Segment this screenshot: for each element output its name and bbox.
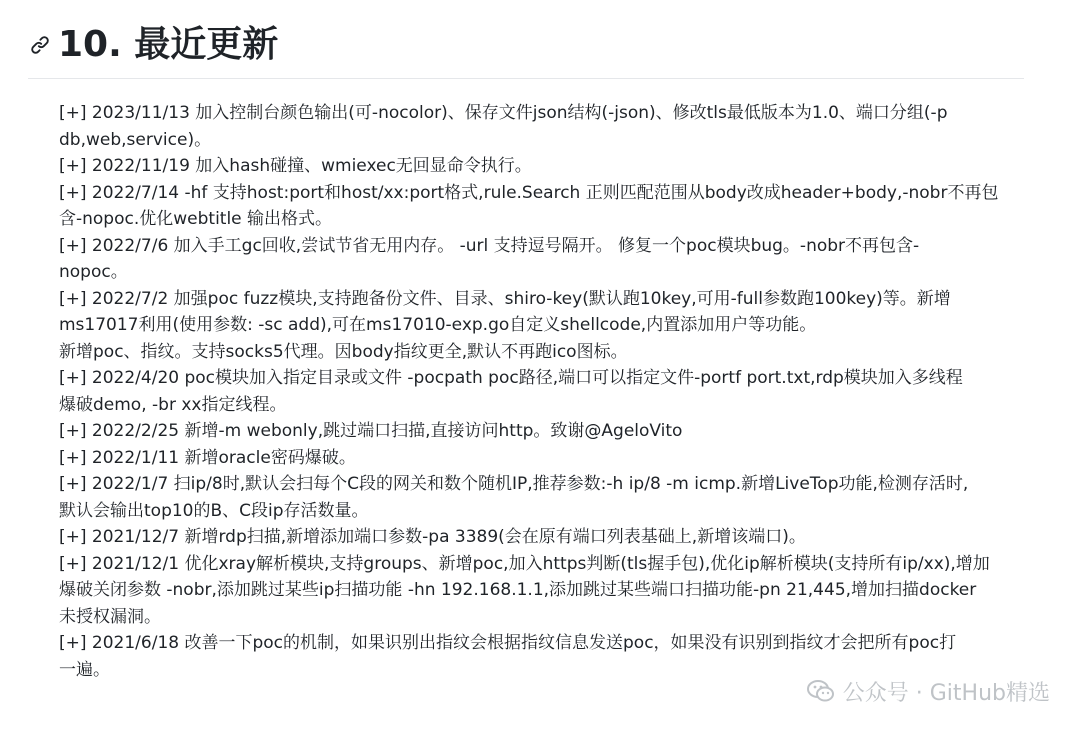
changelog-line: 新增poc、指纹。支持socks5代理。因body指纹更全,默认不再跑ico图标。	[59, 341, 628, 362]
watermark	[807, 676, 1050, 706]
changelog-line: [+] 2022/7/6 加入手工gc回收,尝试节省无用内存。 -url 支持逗号隔开。 修复一个poc模块bug。-nobr不再包含-	[59, 235, 920, 256]
changelog-line: 爆破demo, -br xx指定线程。	[59, 394, 287, 415]
changelog-line: nopoc。	[59, 262, 128, 282]
link-icon[interactable]	[30, 35, 50, 55]
changelog-line: [+] 2021/6/18 改善一下poc的机制，如果识别出指纹会根据指纹信息发送poc，如果没有识别到指纹才会把所有poc打	[59, 633, 957, 653]
changelog-line: [+] 2022/11/19 加入hash碰撞、wmiexec无回显命令执行。	[59, 156, 532, 176]
changelog-line: 含-nopoc.优化webtitle 输出格式。	[59, 209, 333, 229]
changelog-line: [+] 2023/11/13 加入控制台颜色输出(可-nocolor)、保存文件json结构(-json)、修改tls最低版本为1.0、端口分组(-p	[59, 103, 948, 123]
changelog-line: db,web,service)。	[59, 129, 212, 150]
changelog-line: [+] 2022/7/2 加强poc fuzz模块,支持跑备份文件、目录、shiro-key(默认跑10key,可用-full参数跑100key)等。新增	[59, 288, 951, 309]
changelog-line: [+] 2022/2/25 新增-m webonly,跳过端口扫描,直接访问http。致谢@AgeloVito	[59, 421, 683, 441]
wechat-logo-icon	[807, 679, 835, 703]
changelog-line: [+] 2022/4/20 poc模块加入指定目录或文件 -pocpath poc路径,端口可以指定文件-portf port.txt,rdp模块加入多线程	[59, 368, 963, 388]
watermark-text: 公众号 · GitHub精选	[842, 680, 1050, 706]
changelog	[59, 100, 1019, 683]
section-heading	[28, 18, 1024, 79]
changelog-line: 爆破关闭参数 -nobr,添加跳过某些ip扫描功能 -hn 192.168.1.1,添加跳过某些端口扫描功能-pn 21,445,增加扫描docker	[59, 580, 977, 600]
changelog-line: [+] 2022/1/11 新增oracle密码爆破。	[59, 447, 356, 468]
changelog-line: ms17017利用(使用参数: -sc add),可在ms17010-exp.go自定义shellcode,内置添加用户等功能。	[59, 315, 817, 335]
changelog-line: [+] 2022/7/14 -hf 支持host:port和host/xx:port格式,rule.Search 正则匹配范围从body改成header+body,-nobr不再包	[59, 182, 999, 203]
changelog-line: 一遍。	[59, 659, 110, 680]
changelog-line: [+] 2021/12/7 新增rdp扫描,新增添加端口参数-pa 3389(会在原有端口列表基础上,新增该端口)。	[59, 527, 806, 547]
changelog-line: 未授权漏洞。	[59, 606, 161, 627]
changelog-line: [+] 2021/12/1 优化xray解析模块,支持groups、新增poc,加入https判断(tls握手包),优化ip解析模块(支持所有ip/xx),增加	[59, 553, 990, 574]
page-title: 10. 最近更新	[58, 24, 279, 65]
changelog-line: 默认会输出top10的B、C段ip存活数量。	[59, 500, 369, 521]
changelog-line: [+] 2022/1/7 扫ip/8时,默认会扫每个C段的网关和数个随机IP,推荐参数:-h ip/8 -m icmp.新增LiveTop功能,检测存活时,	[59, 474, 969, 494]
